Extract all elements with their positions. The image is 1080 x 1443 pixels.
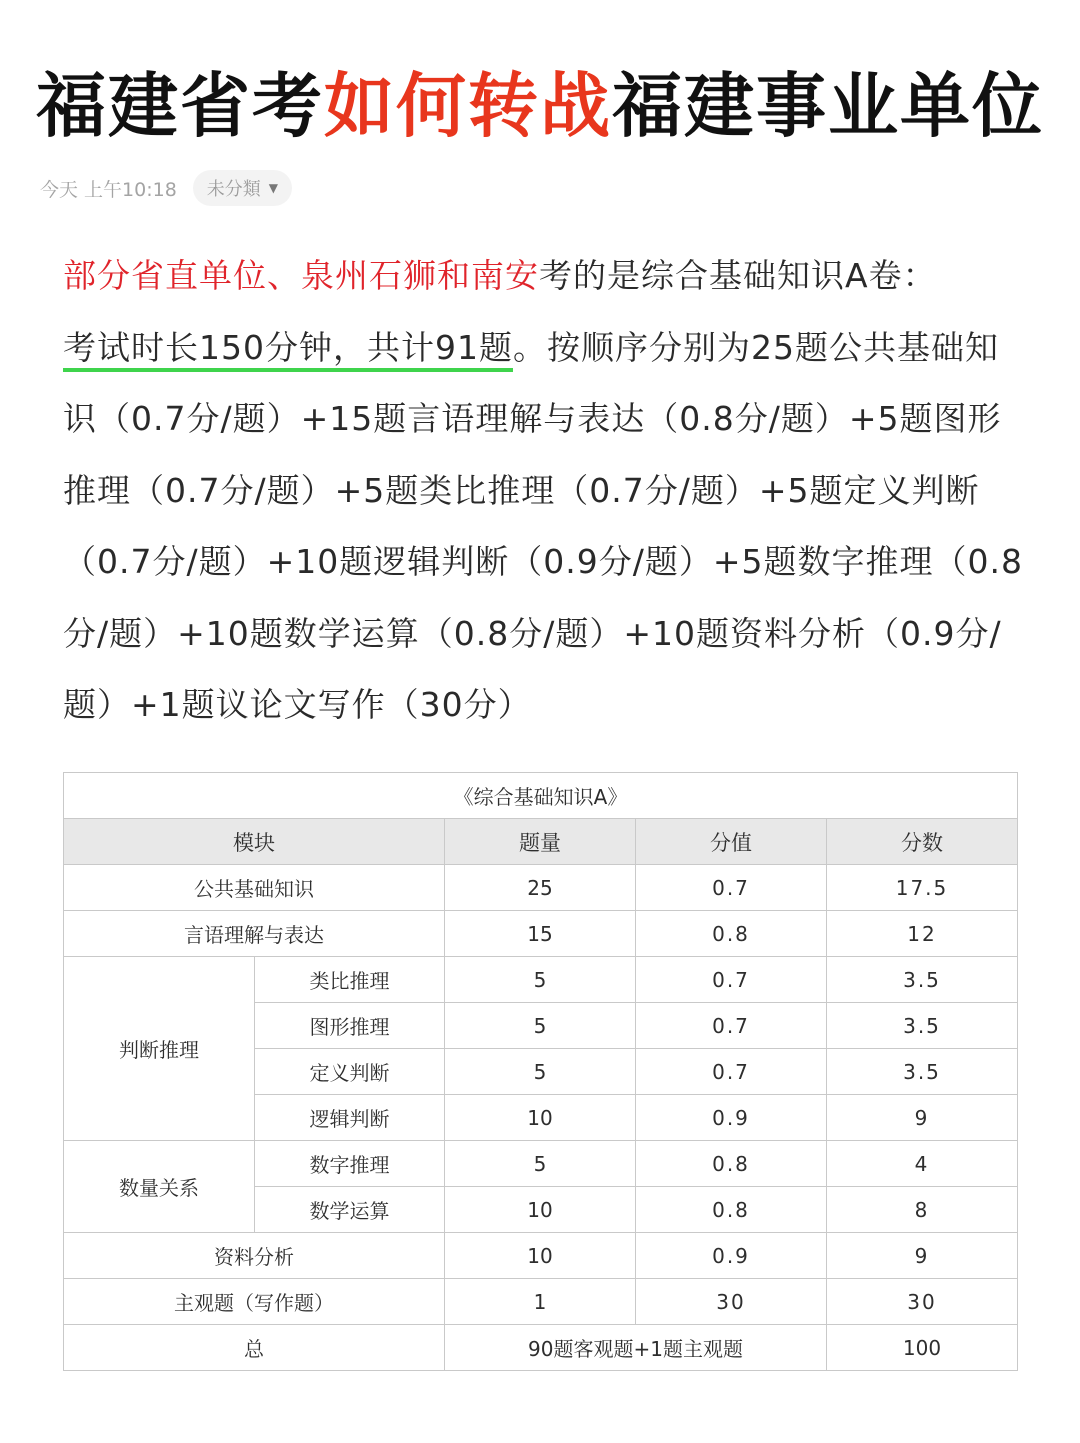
row-value: 0.9 bbox=[636, 1233, 827, 1279]
dropdown-arrow-icon: ▼ bbox=[268, 181, 279, 195]
group-module: 判断推理 bbox=[64, 957, 255, 1141]
row-count: 5 bbox=[445, 1049, 636, 1095]
row-value: 0.8 bbox=[636, 1141, 827, 1187]
row-module: 资料分析 bbox=[64, 1233, 445, 1279]
row-value: 0.9 bbox=[636, 1095, 827, 1141]
post-meta bbox=[40, 170, 292, 206]
row-score: 17.5 bbox=[827, 865, 1018, 911]
table-caption: 《综合基础知识A》 bbox=[64, 773, 1018, 819]
paragraph-text-2: 。按顺序分别为25题公共基础知识（0.7分/题）+15题言语理解与表达（0.8分/题）+5题图形推理（0.7分/题）+5题类比推理（0.7分/题）+5题定义判断（0.7分/题）+10题逻辑判断（0.9分/题）+5题数字推理（0.8分/题）+10题数学运算（0.8分/题）+10题资料分析（0.9分/题）+1题议论文写作（30分） bbox=[63, 327, 1023, 724]
header-value: 分值 bbox=[636, 819, 827, 865]
row-submodule: 数学运算 bbox=[255, 1187, 445, 1233]
title-highlight: 如何转战 bbox=[324, 65, 612, 147]
total-label: 总 bbox=[64, 1325, 445, 1371]
row-score: 4 bbox=[827, 1141, 1018, 1187]
row-submodule: 定义判断 bbox=[255, 1049, 445, 1095]
row-score: 3.5 bbox=[827, 1049, 1018, 1095]
total-score: 100 bbox=[827, 1325, 1018, 1371]
row-submodule: 数字推理 bbox=[255, 1141, 445, 1187]
page-title bbox=[0, 50, 1080, 151]
header-module: 模块 bbox=[64, 819, 445, 865]
row-count: 10 bbox=[445, 1095, 636, 1141]
category-label: 未分類 bbox=[206, 179, 261, 200]
row-module: 公共基础知识 bbox=[64, 865, 445, 911]
row-value: 0.8 bbox=[636, 911, 827, 957]
highlight-red-text: 部分省直单位、泉州石狮和南安 bbox=[63, 256, 539, 295]
underlined-text: 考试时长150分钟，共计91题 bbox=[63, 327, 513, 367]
row-value: 0.7 bbox=[636, 957, 827, 1003]
table-row bbox=[64, 1141, 1018, 1187]
row-score: 9 bbox=[827, 1233, 1018, 1279]
row-value: 0.7 bbox=[636, 1049, 827, 1095]
table-row bbox=[64, 865, 1018, 911]
table-row bbox=[64, 957, 1018, 1003]
row-value: 0.7 bbox=[636, 1003, 827, 1049]
category-dropdown[interactable] bbox=[193, 170, 292, 206]
total-desc: 90题客观题+1题主观题 bbox=[445, 1325, 827, 1371]
row-count: 15 bbox=[445, 911, 636, 957]
row-count: 10 bbox=[445, 1187, 636, 1233]
table-row bbox=[64, 911, 1018, 957]
row-value: 30 bbox=[636, 1279, 827, 1325]
row-score: 30 bbox=[827, 1279, 1018, 1325]
row-score: 3.5 bbox=[827, 957, 1018, 1003]
title-part-3: 福建事业单位 bbox=[612, 65, 1044, 147]
paragraph-text-1: 考的是综合基础知识A卷： bbox=[539, 256, 937, 295]
row-score: 3.5 bbox=[827, 1003, 1018, 1049]
table-row bbox=[64, 1279, 1018, 1325]
row-count: 5 bbox=[445, 957, 636, 1003]
title-part-1: 福建省考 bbox=[36, 65, 324, 147]
body-paragraph bbox=[63, 240, 1023, 741]
group-module: 数量关系 bbox=[64, 1141, 255, 1233]
row-count: 25 bbox=[445, 865, 636, 911]
row-count: 10 bbox=[445, 1233, 636, 1279]
row-count: 1 bbox=[445, 1279, 636, 1325]
row-value: 0.8 bbox=[636, 1187, 827, 1233]
row-submodule: 类比推理 bbox=[255, 957, 445, 1003]
header-count: 题量 bbox=[445, 819, 636, 865]
row-value: 0.7 bbox=[636, 865, 827, 911]
table-row bbox=[64, 1233, 1018, 1279]
exam-table bbox=[63, 772, 1018, 1371]
post-time: 今天 上午10:18 bbox=[40, 178, 177, 201]
row-module: 言语理解与表达 bbox=[64, 911, 445, 957]
row-submodule: 图形推理 bbox=[255, 1003, 445, 1049]
row-score: 12 bbox=[827, 911, 1018, 957]
table-total-row bbox=[64, 1325, 1018, 1371]
row-module: 主观题（写作题） bbox=[64, 1279, 445, 1325]
row-count: 5 bbox=[445, 1141, 636, 1187]
row-score: 9 bbox=[827, 1095, 1018, 1141]
row-score: 8 bbox=[827, 1187, 1018, 1233]
header-score: 分数 bbox=[827, 819, 1018, 865]
row-submodule: 逻辑判断 bbox=[255, 1095, 445, 1141]
row-count: 5 bbox=[445, 1003, 636, 1049]
